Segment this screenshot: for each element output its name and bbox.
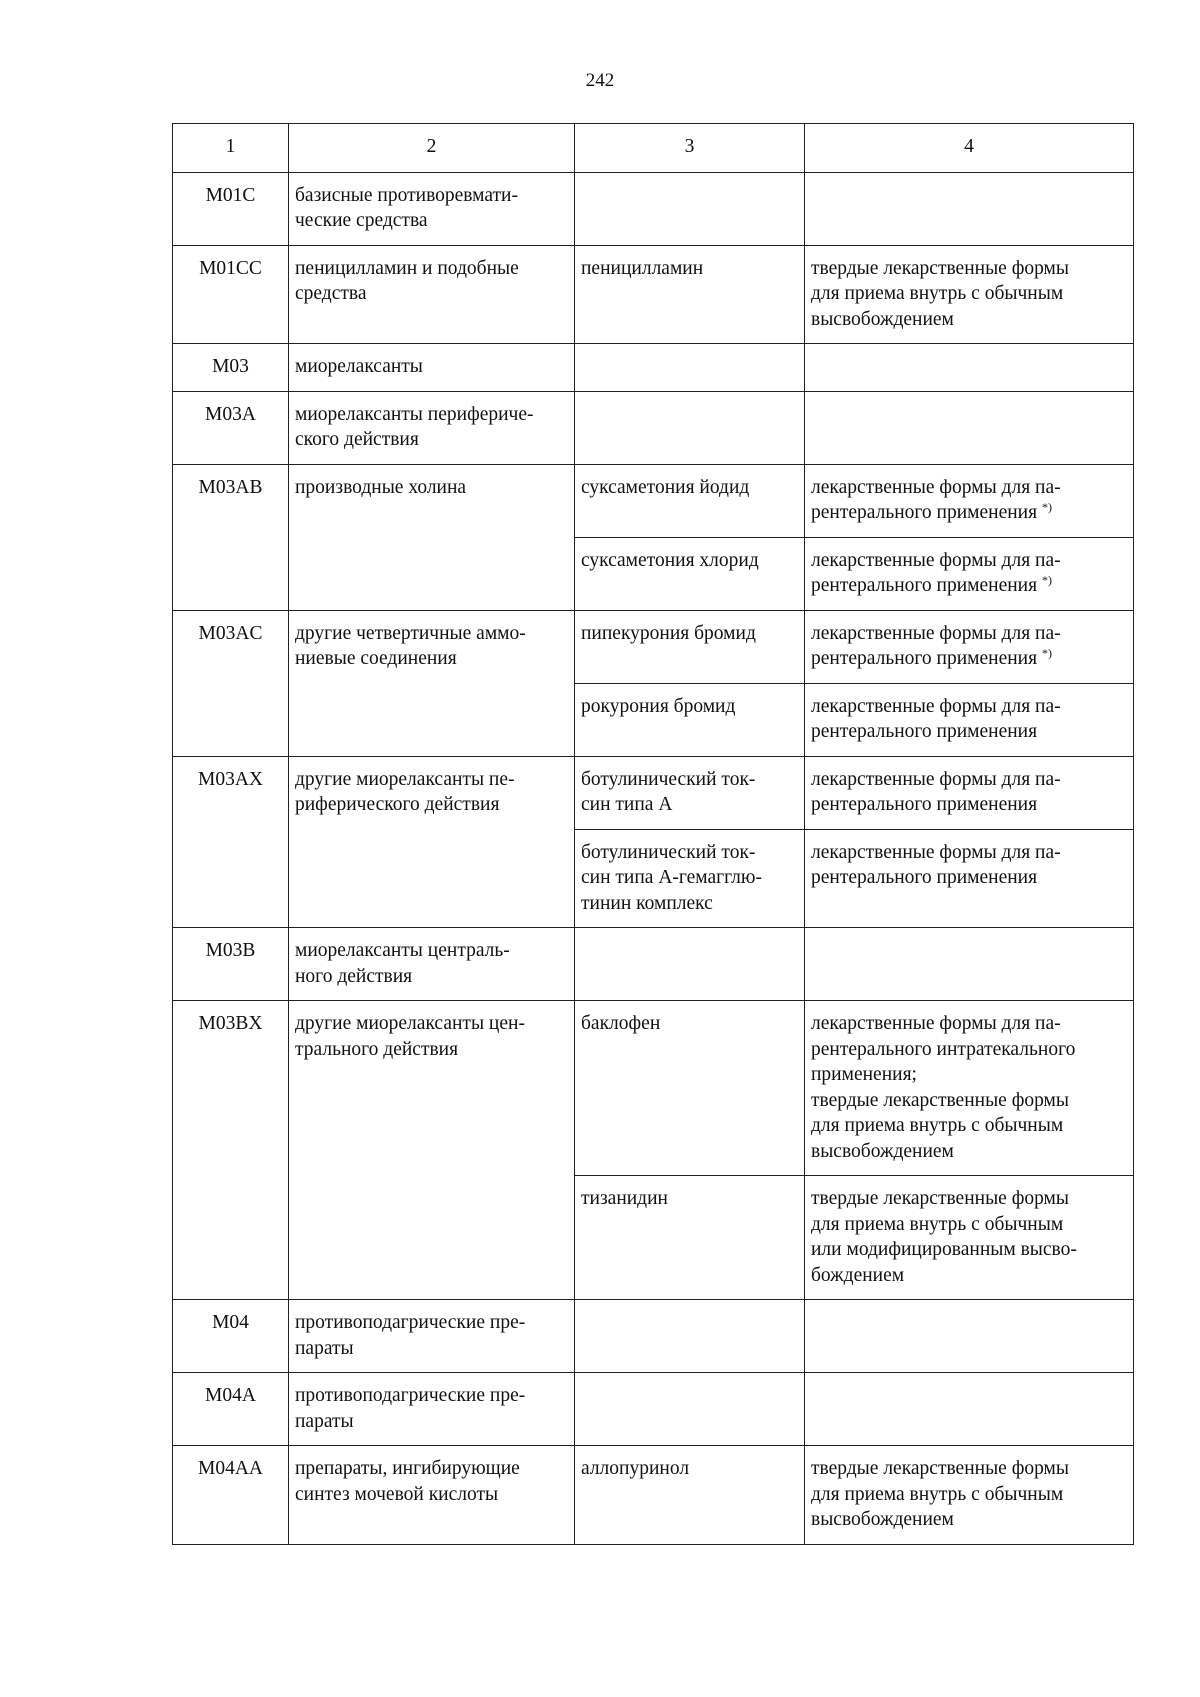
group-name: миорелаксанты xyxy=(289,344,575,392)
footnote-mark: *) xyxy=(1041,500,1052,514)
atc-code: M04 xyxy=(173,1300,289,1373)
table-row-m03ac xyxy=(173,610,1134,683)
drug-name: баклофен xyxy=(575,1001,805,1176)
atc-code: M03B xyxy=(173,928,289,1001)
dosage-form: твердые лекарственные формы для приема внутрь с обычным высвобождением xyxy=(805,1446,1134,1545)
drug-name: пипекурония бромид xyxy=(575,610,805,683)
group-name: базисные противоревмати- ческие средства xyxy=(289,172,575,245)
drug-name: тизанидин xyxy=(575,1176,805,1300)
drug-name: суксаметония йодид xyxy=(575,464,805,537)
dosage-form: лекарственные формы для па- рентерального применения xyxy=(805,683,1134,756)
dosage-form-empty xyxy=(805,344,1134,392)
dosage-form-empty xyxy=(805,391,1134,464)
dosage-form-text: лекарственные формы для па- рентерального применения xyxy=(811,549,1061,596)
group-name: миорелаксанты перифериче- ского действия xyxy=(289,391,575,464)
dosage-form: лекарственные формы для па- рентерального применения xyxy=(805,829,1134,928)
header-col-3: 3 xyxy=(575,124,805,173)
footnote-mark: *) xyxy=(1041,646,1052,660)
dosage-form-text: лекарственные формы для па- рентерального применения xyxy=(811,476,1061,523)
dosage-form: твердые лекарственные формы для приема внутрь с обычным или модифицированным высво- бождением xyxy=(805,1176,1134,1300)
dosage-form-empty xyxy=(805,1373,1134,1446)
table-row-m04 xyxy=(173,1300,1134,1373)
header-col-1: 1 xyxy=(173,124,289,173)
table-row-m01cc xyxy=(173,245,1134,344)
drug-classification-table xyxy=(172,123,1134,1545)
drug-name-empty xyxy=(575,1300,805,1373)
drug-name-empty xyxy=(575,928,805,1001)
drug-name: ботулинический ток- син типа А xyxy=(575,756,805,829)
table-row-m03ax xyxy=(173,756,1134,829)
atc-code: M01C xyxy=(173,172,289,245)
drug-name-empty xyxy=(575,344,805,392)
table-row-m03ab xyxy=(173,464,1134,537)
dosage-form xyxy=(805,610,1134,683)
atc-code: M03A xyxy=(173,391,289,464)
dosage-form: лекарственные формы для па- рентерального применения xyxy=(805,756,1134,829)
dosage-form-empty xyxy=(805,928,1134,1001)
dosage-form-empty xyxy=(805,172,1134,245)
atc-code: M03AC xyxy=(173,610,289,756)
drug-name: пеницилламин xyxy=(575,245,805,344)
atc-code: M04AA xyxy=(173,1446,289,1545)
dosage-form: твердые лекарственные формы для приема внутрь с обычным высвобождением xyxy=(805,245,1134,344)
drug-name: суксаметония хлорид xyxy=(575,537,805,610)
drug-name: рокурония бромид xyxy=(575,683,805,756)
table-row-m04a xyxy=(173,1373,1134,1446)
dosage-form xyxy=(805,537,1134,610)
atc-code: M03AX xyxy=(173,756,289,928)
drug-name-empty xyxy=(575,391,805,464)
header-col-4: 4 xyxy=(805,124,1134,173)
header-col-2: 2 xyxy=(289,124,575,173)
group-name: другие миорелаксанты цен- трального действия xyxy=(289,1001,575,1300)
table-row-m03a xyxy=(173,391,1134,464)
atc-code: M01CC xyxy=(173,245,289,344)
atc-code: M03AB xyxy=(173,464,289,610)
dosage-form: лекарственные формы для па- рентерального интратекального применения; твердые лекарственные формы для приема внутрь с обычным высвобождением xyxy=(805,1001,1134,1176)
group-name: другие четвертичные аммо- ниевые соединения xyxy=(289,610,575,756)
atc-code: M03BX xyxy=(173,1001,289,1300)
group-name: противоподагрические пре- параты xyxy=(289,1300,575,1373)
table-header-row xyxy=(173,124,1134,173)
dosage-form xyxy=(805,464,1134,537)
atc-code: M03 xyxy=(173,344,289,392)
drug-name: ботулинический ток- син типа А-гемагглю- тинин комплекс xyxy=(575,829,805,928)
drug-name: аллопуринол xyxy=(575,1446,805,1545)
table-row-m03bx xyxy=(173,1001,1134,1176)
table-row-m04aa xyxy=(173,1446,1134,1545)
table-row-m03b xyxy=(173,928,1134,1001)
drug-name-empty xyxy=(575,1373,805,1446)
page-number: 242 xyxy=(585,70,615,91)
group-name: миорелаксанты централь- ного действия xyxy=(289,928,575,1001)
table-row-m03 xyxy=(173,344,1134,392)
group-name: производные холина xyxy=(289,464,575,610)
atc-code: M04A xyxy=(173,1373,289,1446)
table-row-m01c xyxy=(173,172,1134,245)
group-name: противоподагрические пре- параты xyxy=(289,1373,575,1446)
drug-name-empty xyxy=(575,172,805,245)
footnote-mark: *) xyxy=(1041,573,1052,587)
dosage-form-text: лекарственные формы для па- рентерального применения xyxy=(811,622,1061,669)
group-name: другие миорелаксанты пе- риферического действия xyxy=(289,756,575,928)
group-name: пеницилламин и подобные средства xyxy=(289,245,575,344)
group-name: препараты, ингибирующие синтез мочевой кислоты xyxy=(289,1446,575,1545)
dosage-form-empty xyxy=(805,1300,1134,1373)
